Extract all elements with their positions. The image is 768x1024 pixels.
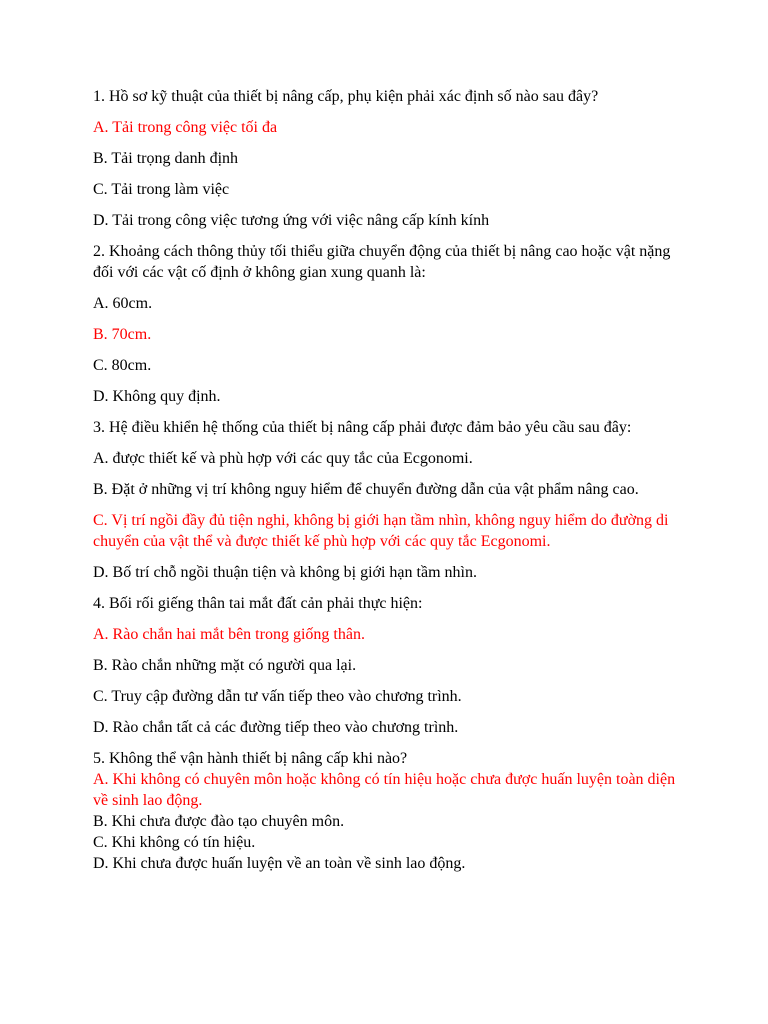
question-2-text: 2. Khoảng cách thông thủy tối thiểu giữa chuyển động của thiết bị nâng cao hoặc vật nặng đối với các vật cố định ở không gian xung quanh là: (93, 243, 671, 281)
question-4-option-a: A. Rào chắn hai mắt bên trong giống thân. (93, 626, 365, 643)
question-4-option-b: B. Rào chắn những mặt có người qua lại. (93, 657, 357, 674)
question-4-text: 4. Bối rối giếng thân tai mắt đất cản phải thực hiện: (93, 595, 423, 612)
question-3-text: 3. Hệ điều khiển hệ thống của thiết bị nâng cấp phải được đảm bảo yêu cầu sau đây: (93, 419, 632, 436)
question-5-text: 5. Không thể vận hành thiết bị nâng cấp khi nào? (93, 750, 408, 767)
question-2-option-a: A. 60cm. (93, 295, 153, 312)
question-1-option-d: D. Tải trong công việc tương ứng với việc nâng cấp kính kính (93, 212, 490, 229)
question-1-option-b: B. Tải trọng danh định (93, 150, 239, 167)
question-1-option-a: A. Tải trong công việc tối đa (93, 119, 278, 136)
question-1-text: 1. Hồ sơ kỹ thuật của thiết bị nâng cấp, phụ kiện phải xác định số nào sau đây? (93, 88, 599, 105)
question-3-option-c: C. Vị trí ngồi đầy đủ tiện nghi, không bị giới hạn tầm nhìn, không nguy hiểm do đường di chuyển của vật thể và được thiết kế phù hợp với các quy tắc Ecgonomi. (93, 512, 669, 550)
question-4-option-d: D. Rào chắn tất cả các đường tiếp theo vào chương trình. (93, 719, 459, 736)
question-3-option-a: A. được thiết kế và phù hợp với các quy tắc của Ecgonomi. (93, 450, 473, 467)
question-1-option-c: C. Tải trong làm việc (93, 181, 230, 198)
question-5-option-c: C. Khi không có tín hiệu. (93, 834, 256, 851)
question-3-option-d: D. Bố trí chỗ ngồi thuận tiện và không bị giới hạn tầm nhìn. (93, 564, 477, 581)
question-5-option-d: D. Khi chưa được huấn luyện về an toàn về sinh lao động. (93, 855, 466, 872)
question-5-option-a: A. Khi không có chuyên môn hoặc không có tín hiệu hoặc chưa được huấn luyện toàn diện về sinh lao động. (93, 771, 676, 809)
question-2-option-d: D. Không quy định. (93, 388, 221, 405)
question-5-option-b: B. Khi chưa được đào tạo chuyên môn. (93, 813, 345, 830)
document-page (93, 86, 683, 874)
question-2-option-b: B. 70cm. (93, 326, 152, 343)
question-3-option-b: B. Đặt ở những vị trí không nguy hiểm để chuyển đường dẫn của vật phẩm nâng cao. (93, 481, 639, 498)
question-2-option-c: C. 80cm. (93, 357, 152, 374)
question-4-option-c: C. Truy cập đường dẫn tư vấn tiếp theo vào chương trình. (93, 688, 462, 705)
